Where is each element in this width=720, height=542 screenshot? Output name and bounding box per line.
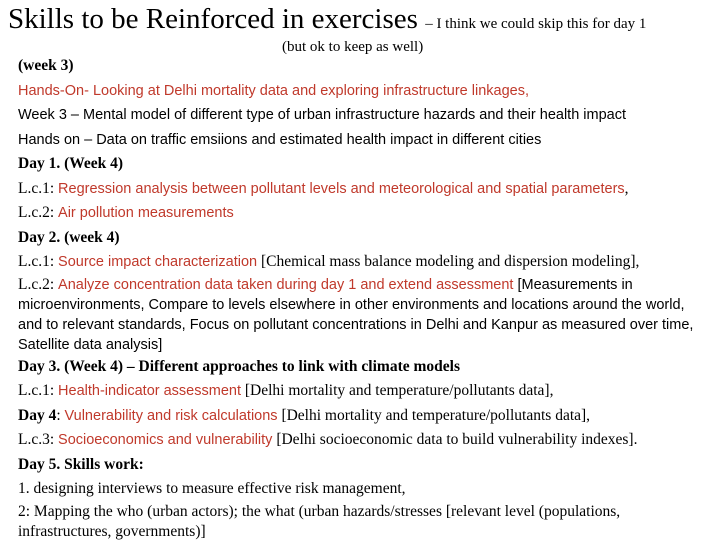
day2-lc1-topic: Source impact characterization xyxy=(58,254,258,270)
day1-lc2-topic: Air pollution measurements xyxy=(58,205,234,221)
day2-lc2 xyxy=(18,275,712,355)
day2-lc2-suffix: [Measurements in microenvironments, Compare to levels elsewhere in other environments and locations around the world, and to relevant standards, Focus on pollutant concentrations in Delhi and Kanpur as measured over time, Satellite data analysis] xyxy=(18,276,694,353)
day4-topic: Vulnerability and risk calculations xyxy=(64,407,278,424)
day5-item-1: 1. designing interviews to measure effective risk management, xyxy=(18,480,406,497)
day1-lc1-prefix: L.c.1: xyxy=(18,179,59,197)
day1-lc2 xyxy=(18,201,712,226)
day4-lc3-topic: Socioeconomics and vulnerability xyxy=(58,432,273,448)
day3-lc1-topic: Health-indicator assessment xyxy=(58,383,241,399)
day4-line xyxy=(18,404,712,429)
day4-label: Day 4 xyxy=(18,406,57,424)
day1-lc1 xyxy=(18,177,712,202)
hands-on-traffic-emissions: Hands on – Data on traffic emsiions and estimated health impact in different cities xyxy=(18,131,542,148)
day2-lc2-prefix: L.c.2: xyxy=(18,275,59,293)
day1-lc2-prefix: L.c.2: xyxy=(18,204,59,221)
day2-lc1 xyxy=(18,250,712,275)
day4-lc3 xyxy=(18,428,712,453)
title-main: Skills to be Reinforced in exercises xyxy=(8,3,418,35)
day3-lc1-suffix: [Delhi mortality and temperature/pollutants data], xyxy=(240,382,554,399)
day4-colon: : xyxy=(56,406,65,424)
day5-heading: Day 5. Skills work: xyxy=(18,455,144,473)
day2-lc1-prefix: L.c.1: xyxy=(18,253,59,270)
title-note: – I think we could skip this for day 1 xyxy=(425,16,647,32)
day4-lc3-prefix: L.c.3: xyxy=(18,431,59,448)
day1-lc1-topic: Regression analysis between pollutant levels and meteorological and spatial parameters xyxy=(58,180,625,197)
day1-heading: Day 1. (Week 4) xyxy=(18,155,124,172)
day3-lc1-prefix: L.c.1: xyxy=(18,382,59,399)
day4-lc3-suffix: [Delhi socioeconomic data to build vulnerability indexes]. xyxy=(272,431,638,448)
hands-on-delhi-mortality: Hands-On- Looking at Delhi mortality data and exploring infrastructure linkages, xyxy=(18,82,529,99)
day5-item-2: 2: Mapping the who (urban actors); the what (urban hazards/stresses [relevant level (populations, infrastructures, governments)] xyxy=(18,502,621,540)
day3-heading: Day 3. (Week 4) – Different approaches to link with climate models xyxy=(18,357,460,375)
week3-mental-model: Week 3 – Mental model of different type of urban infrastructure hazards and their health impact xyxy=(18,107,626,123)
day2-heading: Day 2. (week 4) xyxy=(18,228,120,246)
day4-suffix: [Delhi mortality and temperature/pollutants data], xyxy=(277,406,591,424)
day2-lc2-topic: Analyze concentration data taken during day 1 and extend assessment xyxy=(58,276,514,293)
slide-body xyxy=(18,54,712,542)
slide-title xyxy=(8,2,646,41)
title-subnote: (but ok to keep as well) xyxy=(282,39,424,55)
day3-lc1 xyxy=(18,379,712,404)
day1-lc1-suffix: , xyxy=(624,179,629,197)
day2-lc1-suffix: [Chemical mass balance modeling and dispersion modeling], xyxy=(257,253,640,270)
week3-heading: (week 3) xyxy=(18,57,74,74)
